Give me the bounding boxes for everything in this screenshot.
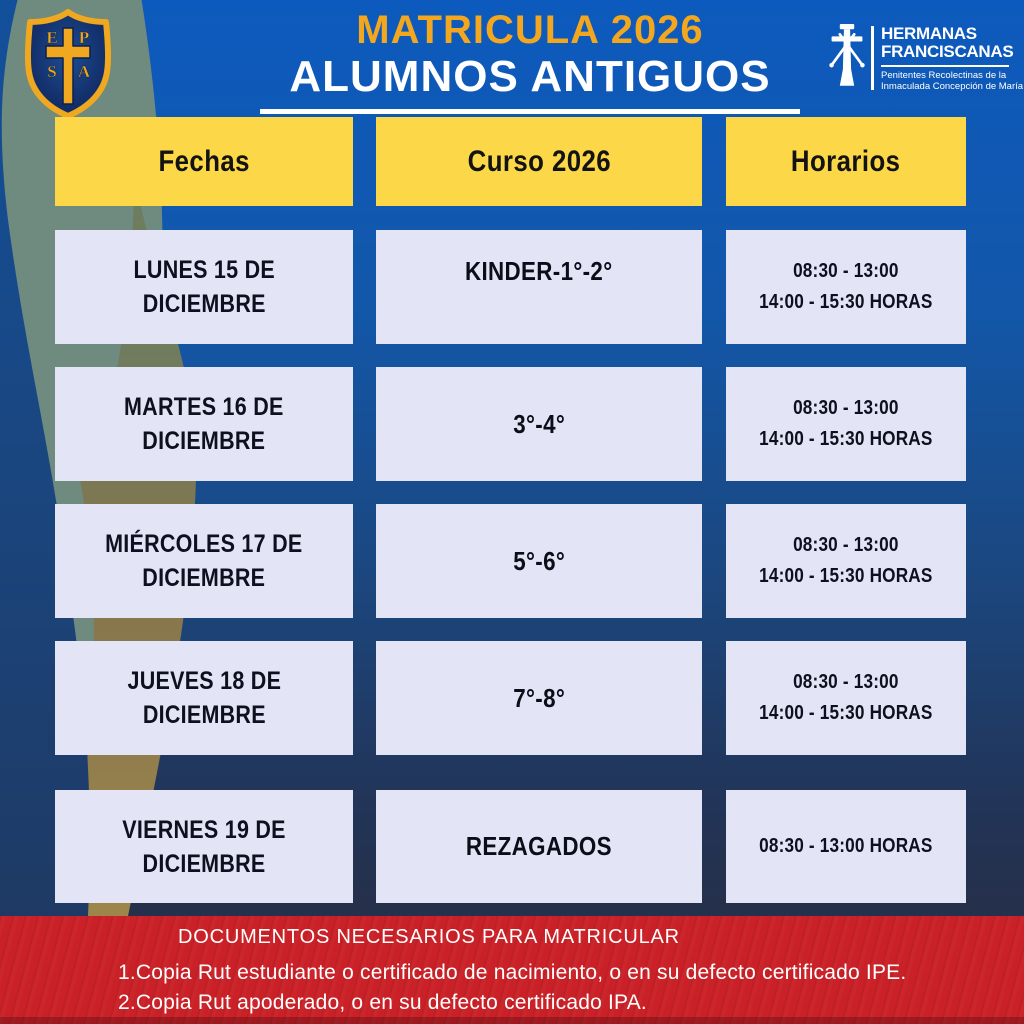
course-cell <box>376 641 702 755</box>
date-text: MIÉRCOLES 17 DE DICIEMBRE <box>105 530 303 592</box>
date-text: VIERNES 19 DE DICIEMBRE <box>122 815 286 878</box>
date-cell <box>55 790 353 903</box>
column-header-horarios <box>726 117 966 206</box>
time-text: 08:30 - 13:00 14:00 - 15:30 HORAS <box>759 534 933 587</box>
title-alumnos: ALUMNOS ANTIGUOS <box>289 52 771 101</box>
congregation-name-line1: HERMANAS <box>881 23 977 43</box>
time-cell <box>726 367 966 481</box>
congregation-tagline-line1: Penitentes Recolectinas de la <box>881 69 1007 81</box>
congregation-rule <box>881 65 1009 67</box>
time-text: 08:30 - 13:00 HORAS <box>759 835 933 857</box>
course-text: KINDER-1°-2° <box>465 256 613 286</box>
date-cell <box>55 230 353 344</box>
title-underline <box>260 109 800 114</box>
time-cell <box>726 641 966 755</box>
title-matricula: MATRICULA 2026 <box>356 8 704 52</box>
shield-letter-a: A <box>77 62 91 81</box>
course-text: 5°-6° <box>513 545 565 576</box>
congregation-text <box>881 23 1024 92</box>
column-header-fechas <box>55 117 353 206</box>
course-cell <box>376 230 702 344</box>
shield-letter-s: S <box>47 62 57 81</box>
column-header-label: Fechas <box>158 144 250 178</box>
column-header-label: Horarios <box>791 144 901 178</box>
date-text: LUNES 15 DE DICIEMBRE <box>133 256 275 318</box>
time-cell <box>726 504 966 618</box>
shield-letter-p: P <box>78 28 90 47</box>
congregation-name-line2: FRANCISCANAS <box>881 41 1014 61</box>
date-cell <box>55 641 353 755</box>
date-cell <box>55 367 353 481</box>
course-text: 7°-8° <box>513 682 565 713</box>
time-text: 08:30 - 13:00 14:00 - 15:30 HORAS <box>759 397 933 450</box>
course-cell <box>376 367 702 481</box>
documents-heading: DOCUMENTOS NECESARIOS PARA MATRICULAR <box>178 926 680 948</box>
congregation-tagline-line2: Inmaculada Concepción de María <box>881 80 1024 92</box>
logo-divider <box>871 26 874 90</box>
course-cell <box>376 504 702 618</box>
date-text: MARTES 16 DE DICIEMBRE <box>124 393 284 455</box>
time-cell <box>726 790 966 903</box>
congregation-logo <box>826 22 1024 94</box>
documents-item: 1.Copia Rut estudiante o certificado de nacimiento, o en su defecto certificado IPE. <box>118 961 907 984</box>
course-text: REZAGADOS <box>466 831 612 861</box>
course-cell <box>376 790 702 903</box>
documents-item: 2.Copia Rut apoderado, o en su defecto certificado IPA. <box>118 991 647 1014</box>
column-header-label: Curso 2026 <box>467 144 611 178</box>
date-text: JUEVES 18 DE DICIEMBRE <box>127 667 281 729</box>
shield-letter-e: E <box>46 28 58 47</box>
franciscan-cross-icon <box>826 22 868 94</box>
date-cell <box>55 504 353 618</box>
time-text: 08:30 - 13:00 14:00 - 15:30 HORAS <box>759 671 933 724</box>
school-shield-logo <box>22 8 114 120</box>
documents-banner <box>0 916 1024 1024</box>
time-cell <box>726 230 966 344</box>
course-text: 3°-4° <box>513 408 565 439</box>
column-header-curso <box>376 117 702 206</box>
time-text: 08:30 - 13:00 14:00 - 15:30 HORAS <box>759 260 933 313</box>
poster-title <box>252 8 808 114</box>
